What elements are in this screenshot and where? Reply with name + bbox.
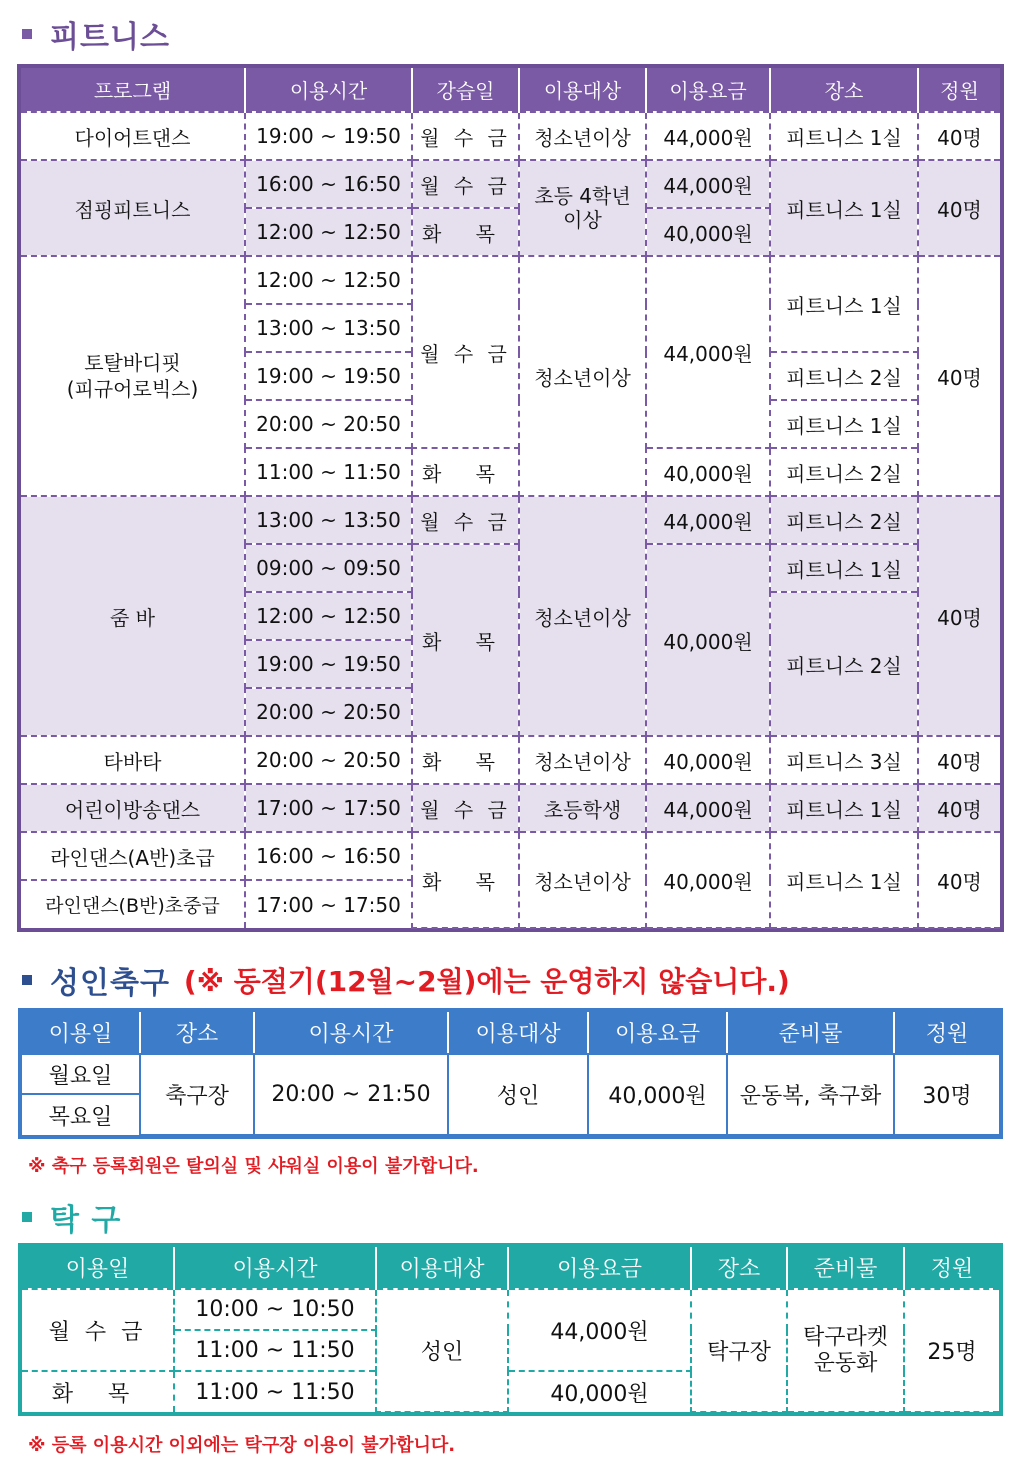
program-name: 어린이방송댄스 <box>21 784 245 832</box>
capacity-cell: 40명 <box>918 784 1000 832</box>
capacity-cell: 40명 <box>918 160 1000 256</box>
time-cell: 12:00 ~ 12:50 <box>245 208 412 256</box>
place-cell: 피트니스 1실 <box>770 256 918 352</box>
soccer-table-frame <box>18 1008 1003 1139</box>
soccer-section-title <box>22 958 790 1002</box>
time-cell: 20:00 ~ 20:50 <box>245 400 412 448</box>
fitness-table-frame <box>17 64 1004 932</box>
tabletennis-section-title <box>22 1195 121 1239</box>
time-cell: 13:00 ~ 13:50 <box>245 304 412 352</box>
header-cell: 이용대상 <box>376 1247 508 1289</box>
target-cell: 청소년이상 <box>519 832 646 928</box>
fee-cell: 44,000원 <box>646 160 770 208</box>
target-cell: 청소년이상 <box>519 736 646 784</box>
fee-cell: 40,000원 <box>646 832 770 928</box>
days-cell: 화 목 <box>412 544 519 736</box>
time-cell: 16:00 ~ 16:50 <box>245 160 412 208</box>
header-cell: 장소 <box>770 68 918 112</box>
fee-cell: 40,000원 <box>646 208 770 256</box>
time-cell: 17:00 ~ 17:50 <box>245 784 412 832</box>
tabletennis-table-frame <box>18 1243 1003 1416</box>
header-cell: 프로그램 <box>21 68 245 112</box>
header-cell: 이용요금 <box>508 1247 691 1289</box>
place-cell: 축구장 <box>140 1054 254 1135</box>
header-cell: 이용시간 <box>254 1012 448 1054</box>
table-row <box>21 784 1000 832</box>
capacity-cell: 40명 <box>918 832 1000 928</box>
capacity-cell: 25명 <box>904 1289 999 1412</box>
time-cell: 20:00 ~ 20:50 <box>245 736 412 784</box>
place-cell: 피트니스 2실 <box>770 592 918 736</box>
days-cell: 화 목 <box>412 736 519 784</box>
header-cell: 정원 <box>904 1247 999 1289</box>
time-cell: 16:00 ~ 16:50 <box>245 832 412 880</box>
place-cell: 피트니스 1실 <box>770 400 918 448</box>
target-cell: 초등 4학년 이상 <box>519 160 646 256</box>
time-cell: 12:00 ~ 12:50 <box>245 592 412 640</box>
program-name: 줌 바 <box>21 496 245 736</box>
place-cell: 피트니스 1실 <box>770 784 918 832</box>
place-cell: 피트니스 1실 <box>770 832 918 928</box>
fitness-header-row <box>21 68 1000 112</box>
time-cell: 10:00 ~ 10:50 <box>174 1289 376 1330</box>
program-name: 라인댄스(A반)초급 <box>21 832 245 880</box>
days-cell: 월 수 금 <box>412 112 519 160</box>
program-name: 타바타 <box>21 736 245 784</box>
header-cell: 이용요금 <box>588 1012 727 1054</box>
program-name: 점핑피트니스 <box>21 160 245 256</box>
capacity-cell: 40명 <box>918 736 1000 784</box>
program-name: 라인댄스(B반)초중급 <box>21 880 245 928</box>
days-cell: 화 목 <box>412 832 519 928</box>
soccer-season-note: (※ 동절기(12월~2월)에는 운영하지 않습니다.) <box>183 965 790 998</box>
days-cell: 화 목 <box>22 1371 174 1412</box>
header-cell: 정원 <box>918 68 1000 112</box>
time-cell: 11:00 ~ 11:50 <box>174 1371 376 1412</box>
items-cell: 탁구라켓 운동화 <box>787 1289 904 1412</box>
header-cell: 준비물 <box>787 1247 904 1289</box>
capacity-cell: 30명 <box>894 1054 999 1135</box>
time-cell: 11:00 ~ 11:50 <box>245 448 412 496</box>
tabletennis-notice: ※ 등록 이용시간 이외에는 탁구장 이용이 불가합니다. <box>28 1435 456 1456</box>
place-cell: 피트니스 2실 <box>770 496 918 544</box>
target-cell: 초등학생 <box>519 784 646 832</box>
tabletennis-title: 탁 구 <box>50 1203 122 1238</box>
time-cell: 17:00 ~ 17:50 <box>245 880 412 928</box>
header-cell: 이용대상 <box>448 1012 588 1054</box>
table-row <box>21 496 1000 544</box>
fitness-section-title <box>22 12 170 56</box>
tabletennis-header-row <box>22 1247 999 1289</box>
program-name: 다이어트댄스 <box>21 112 245 160</box>
table-row <box>21 832 1000 880</box>
days-cell: 화 목 <box>412 448 519 496</box>
header-cell: 준비물 <box>727 1012 894 1054</box>
time-cell: 11:00 ~ 11:50 <box>174 1330 376 1371</box>
items-cell: 운동복, 축구화 <box>727 1054 894 1135</box>
fee-cell: 44,000원 <box>646 496 770 544</box>
square-bullet-icon <box>22 975 32 985</box>
days-cell: 월 수 금 <box>412 160 519 208</box>
place-cell: 탁구장 <box>691 1289 787 1412</box>
target-cell: 청소년이상 <box>519 112 646 160</box>
day-cell: 목요일 <box>22 1094 140 1135</box>
fee-cell: 40,000원 <box>646 448 770 496</box>
header-cell: 정원 <box>894 1012 999 1054</box>
fee-cell: 40,000원 <box>646 544 770 736</box>
header-cell: 이용일 <box>22 1012 140 1054</box>
time-cell: 19:00 ~ 19:50 <box>245 352 412 400</box>
days-cell: 월 수 금 <box>22 1289 174 1371</box>
header-cell: 이용요금 <box>646 68 770 112</box>
target-cell: 청소년이상 <box>519 496 646 736</box>
soccer-title: 성인축구 <box>50 966 170 1001</box>
capacity-cell: 40명 <box>918 256 1000 496</box>
target-cell: 성인 <box>376 1289 508 1412</box>
target-cell: 청소년이상 <box>519 256 646 496</box>
header-cell: 장소 <box>140 1012 254 1054</box>
fee-cell: 40,000원 <box>508 1371 691 1412</box>
capacity-cell: 40명 <box>918 112 1000 160</box>
fee-cell: 44,000원 <box>646 112 770 160</box>
days-cell: 화 목 <box>412 208 519 256</box>
soccer-table <box>22 1012 999 1136</box>
place-cell: 피트니스 1실 <box>770 112 918 160</box>
fee-cell: 40,000원 <box>646 736 770 784</box>
fee-cell: 44,000원 <box>508 1289 691 1371</box>
header-cell: 이용시간 <box>174 1247 376 1289</box>
time-cell: 20:00 ~ 20:50 <box>245 688 412 736</box>
table-row <box>21 256 1000 304</box>
days-cell: 월 수 금 <box>412 496 519 544</box>
time-cell: 20:00 ~ 21:50 <box>254 1054 448 1135</box>
fitness-table <box>21 68 1000 929</box>
table-row <box>21 112 1000 160</box>
fee-cell: 44,000원 <box>646 784 770 832</box>
place-cell: 피트니스 2실 <box>770 448 918 496</box>
days-cell: 월 수 금 <box>412 256 519 448</box>
time-cell: 19:00 ~ 19:50 <box>245 640 412 688</box>
header-cell: 이용일 <box>22 1247 174 1289</box>
time-cell: 12:00 ~ 12:50 <box>245 256 412 304</box>
header-cell: 이용시간 <box>245 68 412 112</box>
time-cell: 13:00 ~ 13:50 <box>245 496 412 544</box>
table-row <box>22 1054 999 1094</box>
program-name: 토탈바디핏 (피규어로빅스) <box>21 256 245 496</box>
tabletennis-table <box>22 1247 999 1413</box>
header-cell: 장소 <box>691 1247 787 1289</box>
time-cell: 19:00 ~ 19:50 <box>245 112 412 160</box>
fee-cell: 40,000원 <box>588 1054 727 1135</box>
table-row <box>21 736 1000 784</box>
capacity-cell: 40명 <box>918 496 1000 736</box>
place-cell: 피트니스 2실 <box>770 352 918 400</box>
day-cell: 월요일 <box>22 1054 140 1094</box>
square-bullet-icon <box>22 1212 32 1222</box>
soccer-notice: ※ 축구 등록회원은 탈의실 및 샤워실 이용이 불가합니다. <box>28 1156 479 1177</box>
header-cell: 이용대상 <box>519 68 646 112</box>
place-cell: 피트니스 1실 <box>770 160 918 256</box>
time-cell: 09:00 ~ 09:50 <box>245 544 412 592</box>
place-cell: 피트니스 3실 <box>770 736 918 784</box>
place-cell: 피트니스 1실 <box>770 544 918 592</box>
fee-cell: 44,000원 <box>646 256 770 448</box>
table-row <box>21 160 1000 208</box>
soccer-header-row <box>22 1012 999 1054</box>
header-cell: 강습일 <box>412 68 519 112</box>
table-row <box>22 1289 999 1330</box>
days-cell: 월 수 금 <box>412 784 519 832</box>
fitness-title: 피트니스 <box>50 20 170 55</box>
square-bullet-icon <box>22 29 32 39</box>
target-cell: 성인 <box>448 1054 588 1135</box>
